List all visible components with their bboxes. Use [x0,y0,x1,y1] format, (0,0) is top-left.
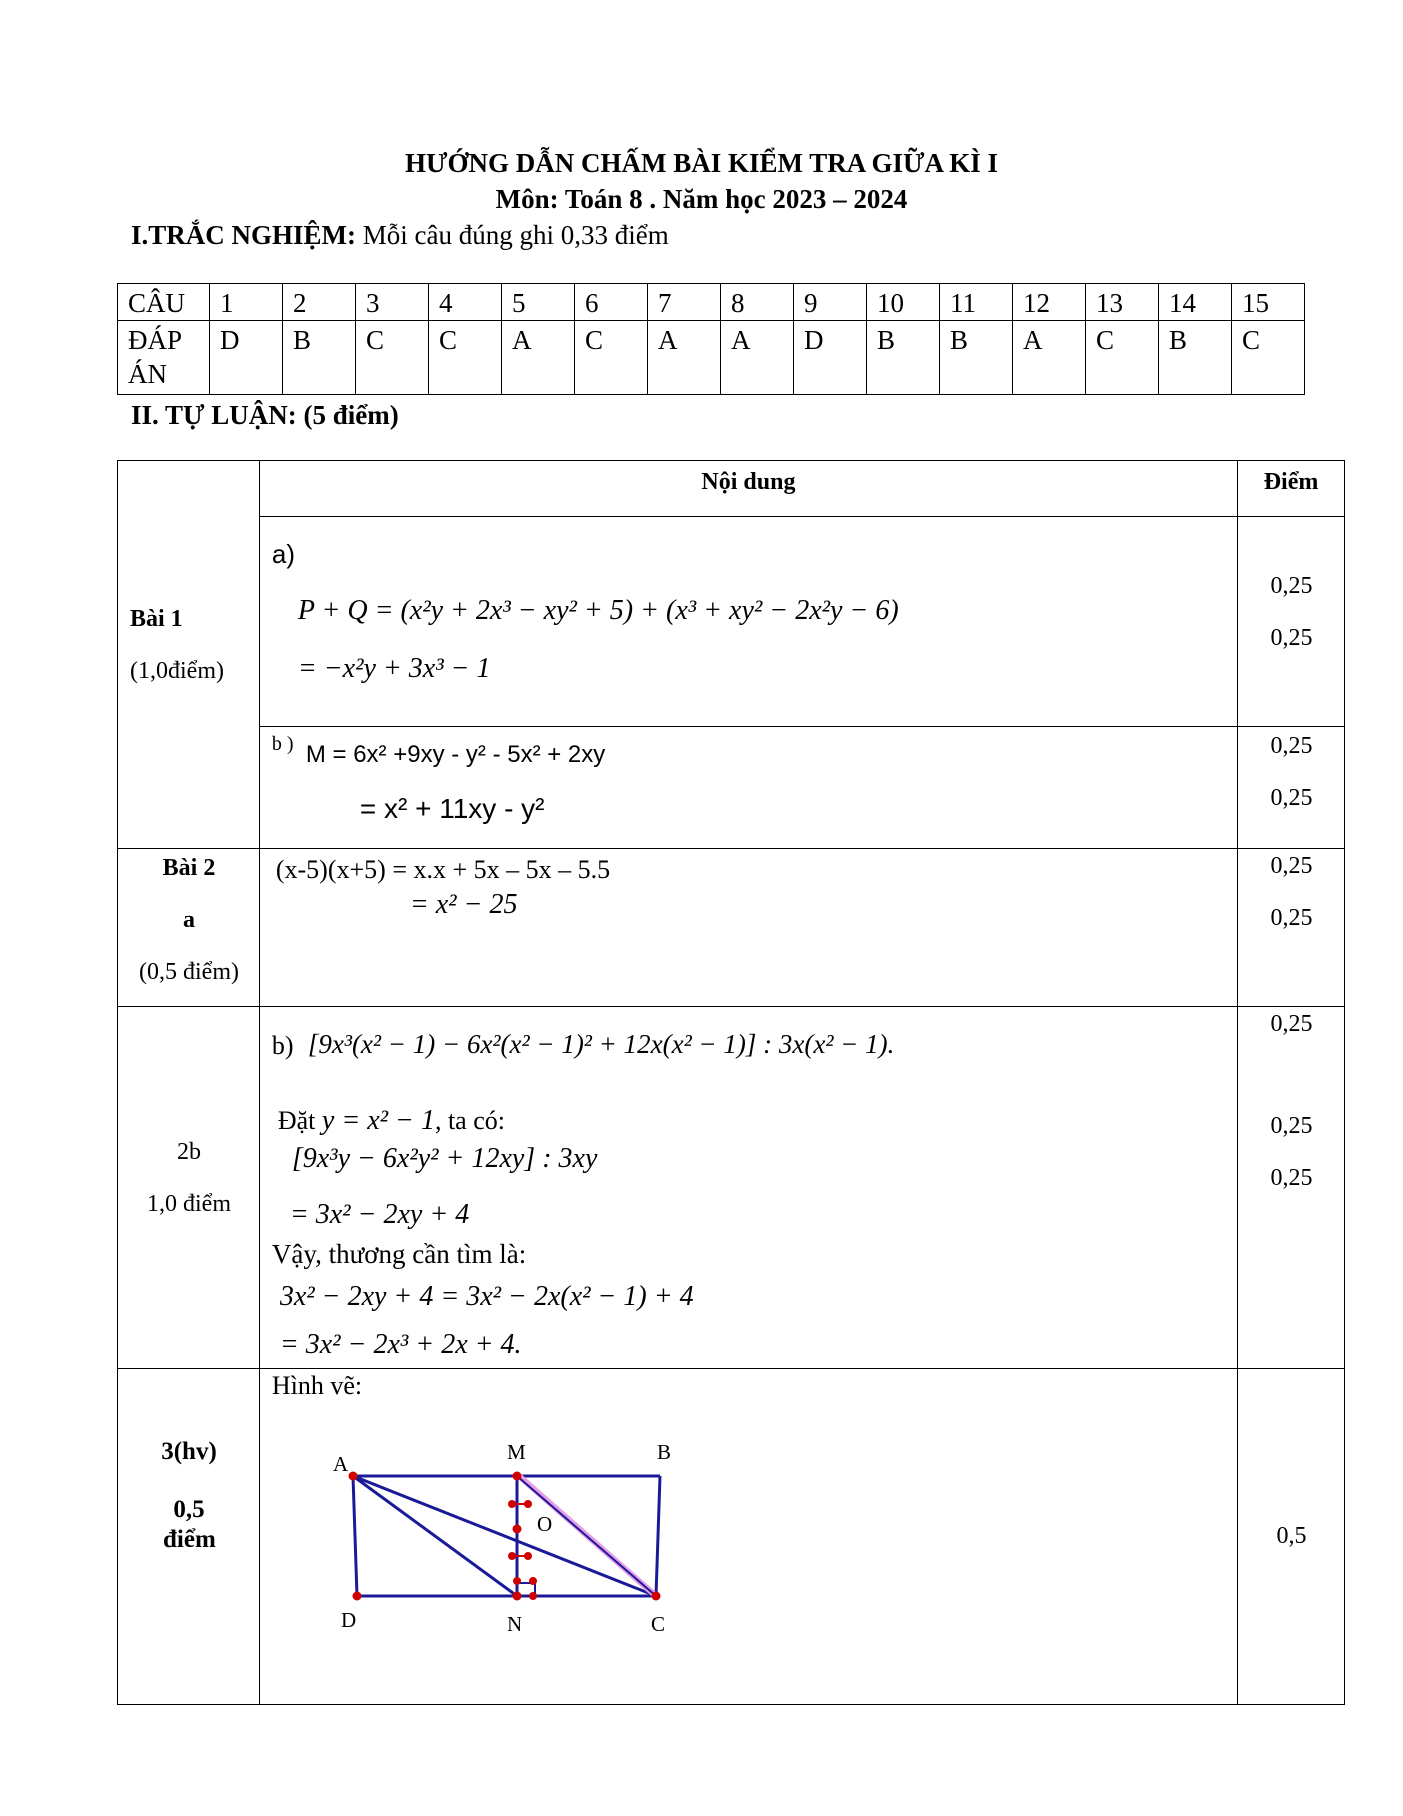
question-number: 9 [794,284,867,321]
point-label-o: O [536,1512,553,1536]
question-number: 7 [648,284,721,321]
bai2b-content [259,1007,1237,1369]
question-number: 5 [502,284,575,321]
bai2a-line1: (x-5)(x+5) = x.x + 5x – 5x – 5.5 [275,855,611,884]
answer-cell: C [429,321,502,395]
point-label-n: N [506,1612,523,1636]
bai1a-scores [1238,517,1345,727]
answer-cell: D [794,321,867,395]
score-value: 0,25 [1270,1011,1313,1037]
bai3-content [259,1369,1237,1705]
section1-note: Mỗi câu đúng ghi 0,33 điểm [362,220,669,250]
bai2b-line7: = 3x² − 2x³ + 2x + 4. [279,1329,522,1360]
answer-cell: B [940,321,1013,395]
segment-an [353,1476,517,1596]
answer-cell: D [210,321,283,395]
section1-heading [131,220,669,251]
score-value: 0,5 [1276,1523,1307,1549]
score-header: Điểm [1238,461,1345,517]
bai3-label-cell [118,1369,260,1705]
answer-cell: A [502,321,575,395]
bai2b-line2 [278,1105,505,1137]
answer-cell: A [648,321,721,395]
bai2b-label-cell [118,1007,260,1369]
bai2a-sub: a [183,907,195,933]
question-row-label: CÂU [118,284,210,321]
bai1-label: Bài 1 [130,606,183,632]
answer-cell: A [1013,321,1086,395]
score-value: 0,25 [1270,573,1313,599]
segment-mc [517,1476,656,1596]
question-number: 3 [356,284,429,321]
bai2b-line2-text: Đặt [277,1106,316,1135]
score-value: 0,25 [1270,1113,1313,1139]
answer-cell: C [575,321,648,395]
segment-ac [353,1476,656,1596]
bai2b-points: 1,0 điểm [147,1191,231,1217]
bai1a-content [259,517,1237,727]
figure-caption: Hình vẽ: [271,1371,363,1400]
score-value: 0,25 [1270,1165,1313,1191]
bai3-points: 0,5 điểm [163,1496,216,1553]
bai2b-line1: [9x³(x² − 1) − 6x²(x² − 1)² + 12x(x² − 1)] : 3x(x² − 1). [307,1029,895,1059]
answer-cell: B [1159,321,1232,395]
document-subtitle: Môn: Toán 8 . Năm học 2023 – 2024 [495,184,908,214]
question-number: 11 [940,284,1013,321]
answer-cell: C [1086,321,1159,395]
question-number: 12 [1013,284,1086,321]
question-number: 14 [1159,284,1232,321]
question-row [118,284,1305,321]
question-number: 4 [429,284,502,321]
question-number: 8 [721,284,794,321]
bai1a-line1: P + Q = (x²y + 2x³ − xy² + 5) + (x³ + xy² − 2x²y − 6) [297,595,899,626]
bai2a-points: (0,5 điểm) [139,959,239,985]
question-number: 6 [575,284,648,321]
answer-key-table [117,283,1305,395]
answer-cell: A [721,321,794,395]
bai1b-content [259,727,1237,849]
question-number: 13 [1086,284,1159,321]
bai2b-line4: = 3x² − 2xy + 4 [289,1199,470,1230]
answer-cell: B [283,321,356,395]
point-label-m: M [506,1440,526,1464]
question-number: 15 [1232,284,1305,321]
bai2b-line5: Vậy, thương cần tìm là: [271,1239,527,1269]
answer-row [118,321,1305,395]
bai2b-label: 2b [177,1139,201,1165]
point-label-c: C [650,1612,665,1636]
point-label-d: D [340,1608,357,1632]
bai2a-label-cell [118,849,260,1007]
question-number: 1 [210,284,283,321]
bai2b-prefix: b) [271,1031,294,1060]
geometry-figure [260,1369,1239,1705]
bai2b-line2-suffix: , ta có: [434,1106,505,1135]
point-label-b: B [656,1440,671,1464]
segment-ad [353,1476,357,1596]
bai1b-line1: M = 6x² +9xy - y² - 5x² + 2xy [305,741,606,768]
document-title: HƯỚNG DẪN CHẤM BÀI KIỂM TRA GIỮA KÌ I [404,148,999,178]
grading-table [117,460,1345,1705]
bai2a-line2: = x² − 25 [409,889,518,920]
answer-cell: C [356,321,429,395]
bai2b-line2-math: y = x² − 1 [321,1105,435,1136]
bai2b-line3: [9x³y − 6x²y² + 12xy] : 3xy [291,1143,598,1174]
bai1b-line2: = x² + 11xy - y² [359,793,545,824]
bai2a-content [259,849,1237,1007]
bai2a-label: Bài 2 [162,855,216,881]
bai2b-scores [1238,1007,1345,1369]
score-value: 0,25 [1270,853,1313,879]
score-value: 0,25 [1270,625,1313,651]
bai1-label-cell [118,461,260,849]
bai1b-label: b ) [271,733,294,755]
bai3-label: 3(hv) [161,1438,217,1465]
segment-bc [656,1476,660,1596]
score-value: 0,25 [1270,785,1313,811]
question-number: 10 [867,284,940,321]
bai1-points: (1,0điểm) [130,658,224,684]
section1-title: I.TRẮC NGHIỆM: [131,220,357,250]
content-header: Nội dung [259,461,1237,517]
bai3-scores [1238,1369,1345,1705]
score-value: 0,25 [1270,733,1313,759]
bai2b-line6: 3x² − 2xy + 4 = 3x² − 2x(x² − 1) + 4 [279,1281,694,1312]
bai2a-scores [1238,849,1345,1007]
bai1b-scores [1238,727,1345,849]
answer-cell: B [867,321,940,395]
question-number: 2 [283,284,356,321]
answer-row-label: ĐÁP ÁN [118,321,210,395]
bai1a-line2: = −x²y + 3x³ − 1 [297,653,491,684]
bai1a-label: a) [271,539,295,569]
point-label-a: A [332,1452,349,1476]
answer-cell: C [1232,321,1305,395]
score-value: 0,25 [1270,905,1313,931]
section2-heading: II. TỰ LUẬN: (5 điểm) [131,400,399,430]
